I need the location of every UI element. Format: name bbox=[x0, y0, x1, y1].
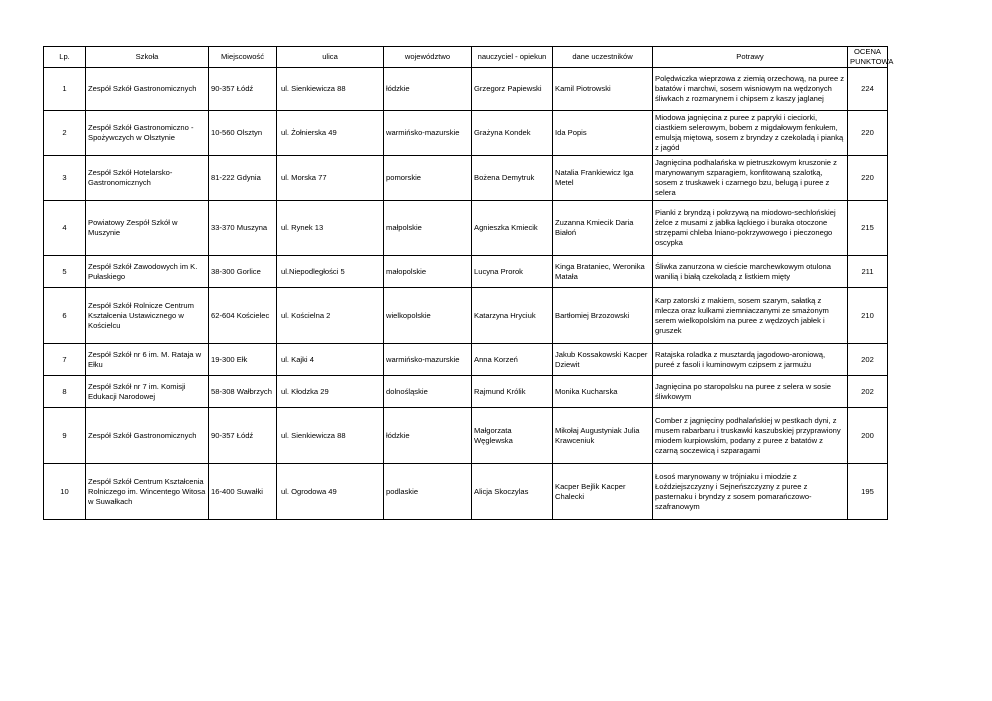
cell-ocena: 220 bbox=[848, 111, 888, 156]
cell-potrawy: Jagnięcina po staropolsku na puree z selera w sosie śliwkowym bbox=[653, 376, 848, 408]
cell-miejscowosc: 38-300 Gorlice bbox=[209, 256, 277, 288]
cell-uczestnicy: Bartłomiej Brzozowski bbox=[553, 288, 653, 344]
cell-nauczyciel: Bożena Demytruk bbox=[472, 156, 553, 201]
cell-ulica: ul. Ogrodowa 49 bbox=[277, 464, 384, 520]
cell-szkola: Zespół Szkół Zawodowych im K. Pułaskiego bbox=[86, 256, 209, 288]
header-miejscowosc: Miejscowość bbox=[209, 47, 277, 68]
cell-lp: 6 bbox=[44, 288, 86, 344]
cell-ocena: 211 bbox=[848, 256, 888, 288]
header-wojewodztwo: województwo bbox=[384, 47, 472, 68]
table-row bbox=[44, 344, 888, 376]
cell-uczestnicy: Zuzanna Kmiecik Daria Białoń bbox=[553, 201, 653, 256]
cell-ocena: 224 bbox=[848, 68, 888, 111]
cell-miejscowosc: 33-370 Muszyna bbox=[209, 201, 277, 256]
header-ulica: ulica bbox=[277, 47, 384, 68]
cell-potrawy: Karp zatorski z makiem, sosem szarym, sałatką z mlecza oraz kulkami ziemniaczanymi ze smażonym serem wielkopolskim na puree z wędzoych jabłek i gruszek bbox=[653, 288, 848, 344]
cell-ocena: 200 bbox=[848, 408, 888, 464]
cell-wojewodztwo: wielkopolskie bbox=[384, 288, 472, 344]
cell-lp: 2 bbox=[44, 111, 86, 156]
header-uczestnicy: dane uczestników bbox=[553, 47, 653, 68]
cell-nauczyciel: Rajmund Królik bbox=[472, 376, 553, 408]
cell-wojewodztwo: warmińsko-mazurskie bbox=[384, 344, 472, 376]
cell-miejscowosc: 16-400 Suwałki bbox=[209, 464, 277, 520]
cell-uczestnicy: Ida Popis bbox=[553, 111, 653, 156]
cell-szkola: Zespół Szkół nr 7 im. Komisji Edukacji Narodowej bbox=[86, 376, 209, 408]
cell-szkola: Zespół Szkół Hotelarsko-Gastronomicznych bbox=[86, 156, 209, 201]
cell-lp: 1 bbox=[44, 68, 86, 111]
cell-nauczyciel: Małgorzata Węglewska bbox=[472, 408, 553, 464]
cell-ulica: ul. Kłodzka 29 bbox=[277, 376, 384, 408]
cell-szkola: Zespół Szkół Rolnicze Centrum Kształcenia Ustawicznego w Kościelcu bbox=[86, 288, 209, 344]
cell-szkola: Powiatowy Zespół Szkół w Muszynie bbox=[86, 201, 209, 256]
cell-lp: 8 bbox=[44, 376, 86, 408]
cell-lp: 3 bbox=[44, 156, 86, 201]
cell-ocena: 220 bbox=[848, 156, 888, 201]
cell-potrawy: Łosoś marynowany w trójniaku i miodzie z Łoździejszczyzny i Sejneńszczyzny z puree z pasternaku i bryndzy z sosem pomarańczowo-szafranowym bbox=[653, 464, 848, 520]
header-row bbox=[44, 47, 888, 68]
cell-ulica: ul.Niepodległości 5 bbox=[277, 256, 384, 288]
cell-uczestnicy: Kamil Piotrowski bbox=[553, 68, 653, 111]
cell-potrawy: Śliwka zanurzona w cieście marchewkowym otulona wanilią i białą czekoladą z listkiem mięty bbox=[653, 256, 848, 288]
table-row bbox=[44, 464, 888, 520]
cell-lp: 10 bbox=[44, 464, 86, 520]
cell-nauczyciel: Agnieszka Kmiecik bbox=[472, 201, 553, 256]
cell-ulica: ul. Morska 77 bbox=[277, 156, 384, 201]
cell-ocena: 195 bbox=[848, 464, 888, 520]
cell-lp: 9 bbox=[44, 408, 86, 464]
cell-ulica: ul. Sienkiewicza 88 bbox=[277, 408, 384, 464]
cell-uczestnicy: Jakub Kossakowski Kacper Dziewit bbox=[553, 344, 653, 376]
cell-ocena: 202 bbox=[848, 376, 888, 408]
cell-potrawy: Jagnięcina podhalańska w pietruszkowym kruszonie z marynowanym szparagiem, konfitowaną szalotką, sosem z truskawek i czarnego bzu, belugą i puree z selera bbox=[653, 156, 848, 201]
cell-uczestnicy: Monika Kucharska bbox=[553, 376, 653, 408]
cell-szkola: Zespół Szkół nr 6 im. M. Rataja w Ełku bbox=[86, 344, 209, 376]
cell-ulica: ul. Rynek 13 bbox=[277, 201, 384, 256]
table-row bbox=[44, 256, 888, 288]
cell-wojewodztwo: łódzkie bbox=[384, 68, 472, 111]
cell-lp: 7 bbox=[44, 344, 86, 376]
cell-ocena: 210 bbox=[848, 288, 888, 344]
cell-nauczyciel: Lucyna Prorok bbox=[472, 256, 553, 288]
cell-ocena: 202 bbox=[848, 344, 888, 376]
cell-nauczyciel: Katarzyna Hryciuk bbox=[472, 288, 553, 344]
cell-lp: 5 bbox=[44, 256, 86, 288]
cell-wojewodztwo: warmińsko-mazurskie bbox=[384, 111, 472, 156]
cell-nauczyciel: Grażyna Kondek bbox=[472, 111, 553, 156]
cell-potrawy: Miodowa jagnięcina z puree z papryki i cieciorki, ciastkiem selerowym, bobem z migdałowym fenkułem, emulsją miętową, sosem z bryndzy z czekoladą i pianką z jagód bbox=[653, 111, 848, 156]
cell-szkola: Zespół Szkół Gastronomicznych bbox=[86, 408, 209, 464]
cell-szkola: Zespół Szkół Gastronomicznych bbox=[86, 68, 209, 111]
cell-wojewodztwo: łódzkie bbox=[384, 408, 472, 464]
cell-potrawy: Comber z jagnięciny podhalańskiej w pestkach dyni, z musem rabarbaru i truskawki kaszubskiej przyprawiony miodem kurpiowskim, podany z puree z batatów z czarną soczewicą i szparagami bbox=[653, 408, 848, 464]
cell-potrawy: Ratajska roladka z musztardą jagodowo-aroniową, pureé z fasoli i kuminowym czipsem z jarmużu bbox=[653, 344, 848, 376]
cell-miejscowosc: 10-560 Olsztyn bbox=[209, 111, 277, 156]
cell-wojewodztwo: małopolskie bbox=[384, 256, 472, 288]
cell-miejscowosc: 58-308 Wałbrzych bbox=[209, 376, 277, 408]
header-ocena: OCENA PUNKTOWA bbox=[848, 47, 888, 68]
cell-nauczyciel: Alicja Skoczylas bbox=[472, 464, 553, 520]
table-row bbox=[44, 376, 888, 408]
cell-szkola: Zespół Szkół Centrum Kształcenia Rolniczego im. Wincentego Witosa w Suwałkach bbox=[86, 464, 209, 520]
cell-miejscowosc: 90-357 Łódź bbox=[209, 408, 277, 464]
cell-ulica: ul. Żołnierska 49 bbox=[277, 111, 384, 156]
header-potrawy: Potrawy bbox=[653, 47, 848, 68]
table-row bbox=[44, 288, 888, 344]
cell-miejscowosc: 81-222 Gdynia bbox=[209, 156, 277, 201]
cell-miejscowosc: 19-300 Ełk bbox=[209, 344, 277, 376]
cell-ocena: 215 bbox=[848, 201, 888, 256]
cell-potrawy: Polędwiczka wieprzowa z ziemią orzechową, na puree z batatów i marchwi, sosem wisniowym na wędzonych śliwkach z rozmarynem i chipsem z kaszy jaglanej bbox=[653, 68, 848, 111]
table-row bbox=[44, 156, 888, 201]
cell-ulica: ul. Kajki 4 bbox=[277, 344, 384, 376]
cell-nauczyciel: Anna Korzeń bbox=[472, 344, 553, 376]
cell-uczestnicy: Kinga Brataniec, Weronika Matała bbox=[553, 256, 653, 288]
table-row bbox=[44, 408, 888, 464]
cell-szkola: Zespół Szkół Gastronomiczno - Spożywczych w Olsztynie bbox=[86, 111, 209, 156]
header-szkola: Szkoła bbox=[86, 47, 209, 68]
cell-wojewodztwo: podlaskie bbox=[384, 464, 472, 520]
results-table bbox=[43, 46, 894, 520]
table-row bbox=[44, 111, 888, 156]
cell-wojewodztwo: dolnośląskie bbox=[384, 376, 472, 408]
cell-ulica: ul. Kościelna 2 bbox=[277, 288, 384, 344]
cell-uczestnicy: Mikołaj Augustyniak Julia Krawceniuk bbox=[553, 408, 653, 464]
cell-miejscowosc: 90-357 Łódź bbox=[209, 68, 277, 111]
cell-lp: 4 bbox=[44, 201, 86, 256]
table-row bbox=[44, 201, 888, 256]
cell-potrawy: Pianki z bryndzą i pokrzywą na miodowo-sechlońskiej żelce z musami z jabłka łąckiego i buraka otoczone strzępami chleba lniano-pokrzywowego i pieczonego oscypka bbox=[653, 201, 848, 256]
cell-nauczyciel: Grzegorz Papiewski bbox=[472, 68, 553, 111]
cell-miejscowosc: 62-604 Kościelec bbox=[209, 288, 277, 344]
cell-ulica: ul. Sienkiewicza 88 bbox=[277, 68, 384, 111]
cell-wojewodztwo: małpolskie bbox=[384, 201, 472, 256]
header-nauczyciel: nauczyciel - opiekun bbox=[472, 47, 553, 68]
cell-uczestnicy: Natalia Frankiewicz Iga Metel bbox=[553, 156, 653, 201]
cell-uczestnicy: Kacper Bejlik Kacper Chalecki bbox=[553, 464, 653, 520]
table-row bbox=[44, 68, 888, 111]
cell-wojewodztwo: pomorskie bbox=[384, 156, 472, 201]
header-lp: Lp. bbox=[44, 47, 86, 68]
